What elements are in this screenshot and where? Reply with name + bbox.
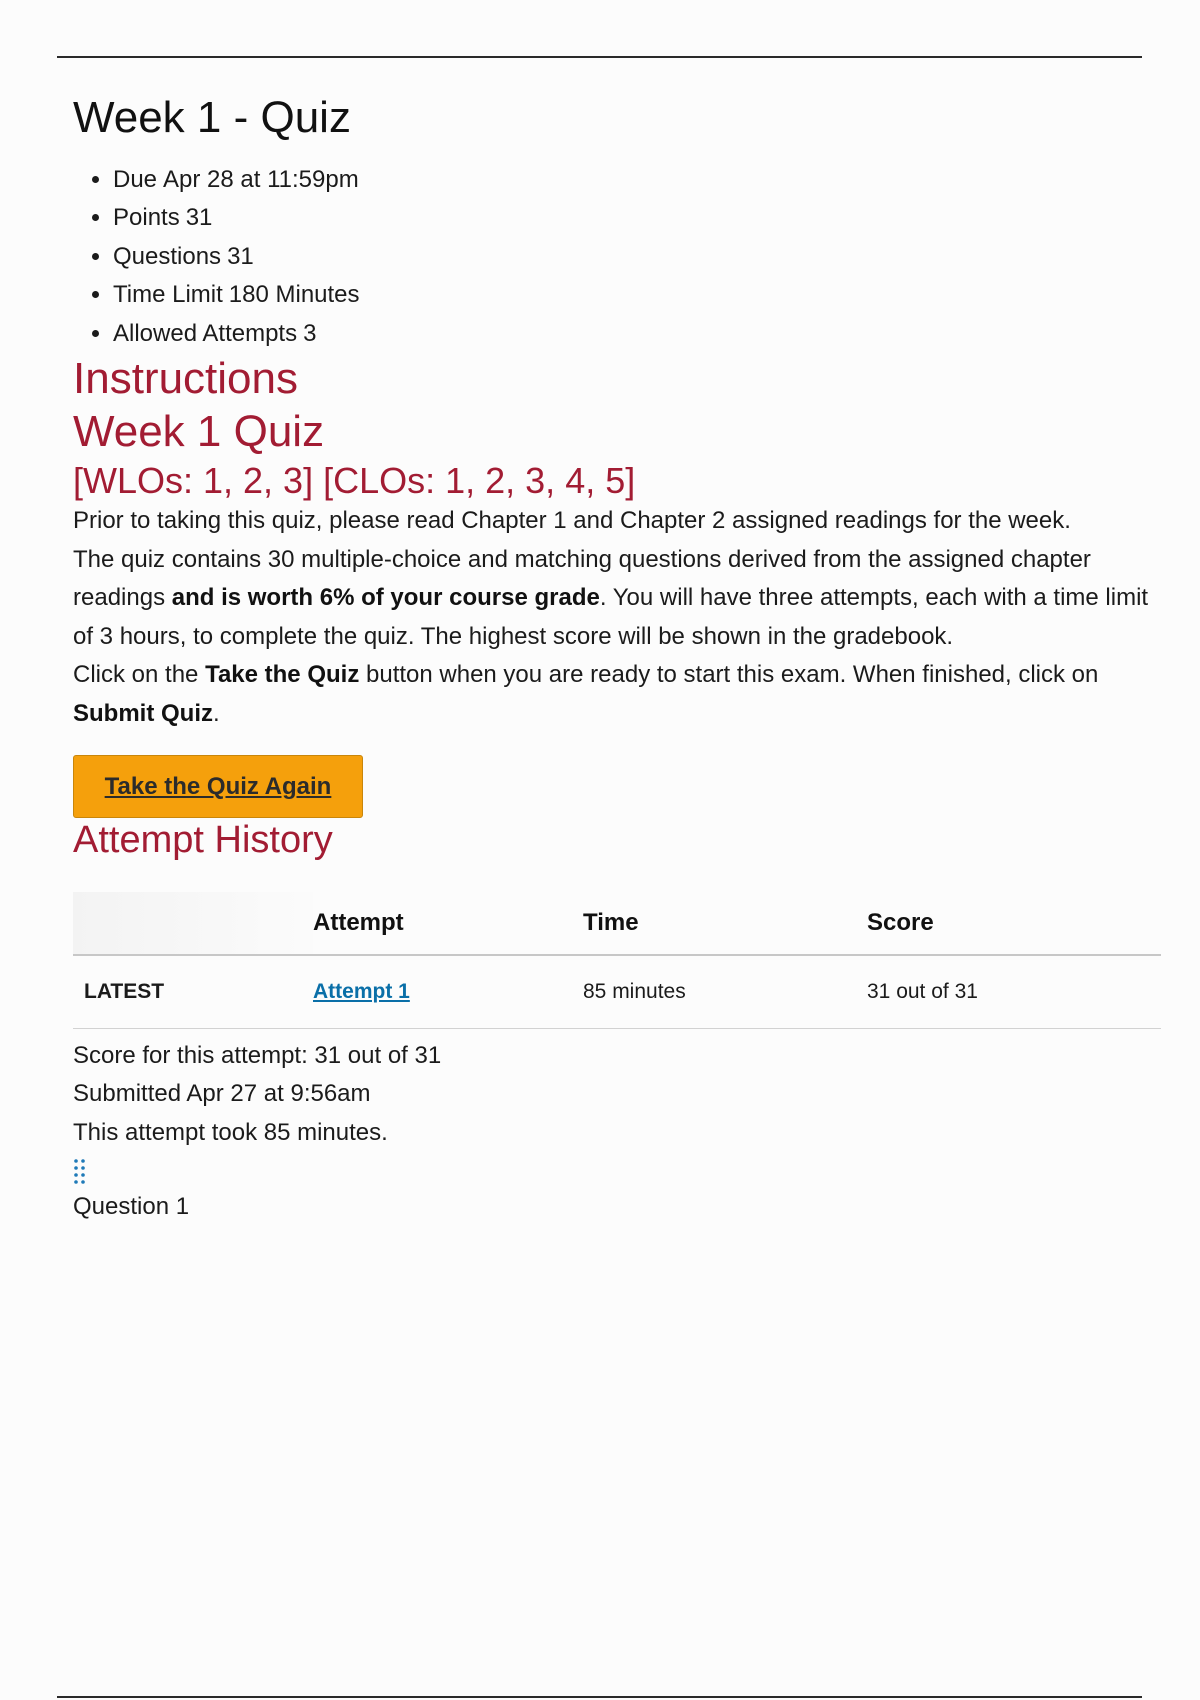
table-header-row bbox=[73, 892, 1161, 955]
top-divider bbox=[57, 56, 1142, 58]
column-header-time: Time bbox=[583, 892, 867, 955]
column-header-attempt: Attempt bbox=[313, 892, 583, 955]
attempt-summary bbox=[73, 1037, 1163, 1153]
drag-handle-icon[interactable] bbox=[73, 1158, 87, 1186]
time-cell: 85 minutes bbox=[583, 955, 867, 1029]
detail-time-limit: • Time Limit 180 Minutes bbox=[113, 276, 1163, 315]
detail-allowed-attempts: • Allowed Attempts 3 bbox=[113, 315, 1163, 354]
column-header-tag bbox=[73, 892, 313, 955]
quiz-name-heading: Week 1 Quiz bbox=[73, 407, 325, 457]
detail-points: • Points 31 bbox=[113, 199, 1163, 238]
bottom-divider bbox=[57, 1696, 1142, 1698]
attempt-score-text: Score for this attempt: 31 out of 31 bbox=[73, 1041, 442, 1069]
detail-due: • Due Apr 28 at 11:59pm bbox=[113, 161, 1163, 200]
latest-tag: LATEST bbox=[73, 955, 313, 1029]
table-row bbox=[73, 955, 1161, 1029]
attempt-duration-text: This attempt took 85 minutes. bbox=[73, 1118, 388, 1146]
instructions-paragraph-how-to: Click on the Take the Quiz button when you are ready to start this exam. When finished, click on Submit Quiz. bbox=[73, 661, 1099, 727]
take-quiz-again-button[interactable]: Take the Quiz Again bbox=[73, 755, 363, 818]
attempt-history-table bbox=[73, 892, 1161, 1029]
attempt-1-link[interactable]: Attempt 1 bbox=[313, 979, 410, 1003]
score-cell: 31 out of 31 bbox=[867, 955, 1161, 1029]
attempt-submitted-text: Submitted Apr 27 at 9:56am bbox=[73, 1080, 371, 1108]
learning-outcomes-heading: [WLOs: 1, 2, 3] [CLOs: 1, 2, 3, 4, 5] bbox=[73, 459, 636, 501]
attempt-cell bbox=[313, 955, 583, 1029]
instructions-paragraph-quiz-info: The quiz contains 30 multiple-choice and matching questions derived from the assigned chapter readings and is worth 6% of your course grade. You will have three attempts, each with a time limit of 3 hours, to complete the quiz. The highest score will be shown in the gradebook. bbox=[73, 545, 1149, 650]
instructions-paragraph-readings: Prior to taking this quiz, please read Chapter 1 and Chapter 2 assigned readings for the week. bbox=[73, 507, 1071, 535]
question-1-label: Question 1 bbox=[73, 1193, 190, 1221]
quiz-details-list bbox=[73, 161, 1163, 354]
quiz-page bbox=[73, 92, 1163, 1227]
column-header-score: Score bbox=[867, 892, 1161, 955]
attempt-history-heading: Attempt History bbox=[73, 819, 333, 862]
instructions-heading: Instructions bbox=[73, 354, 298, 404]
detail-questions: • Questions 31 bbox=[113, 238, 1163, 277]
page-title: Week 1 - Quiz bbox=[73, 93, 351, 142]
